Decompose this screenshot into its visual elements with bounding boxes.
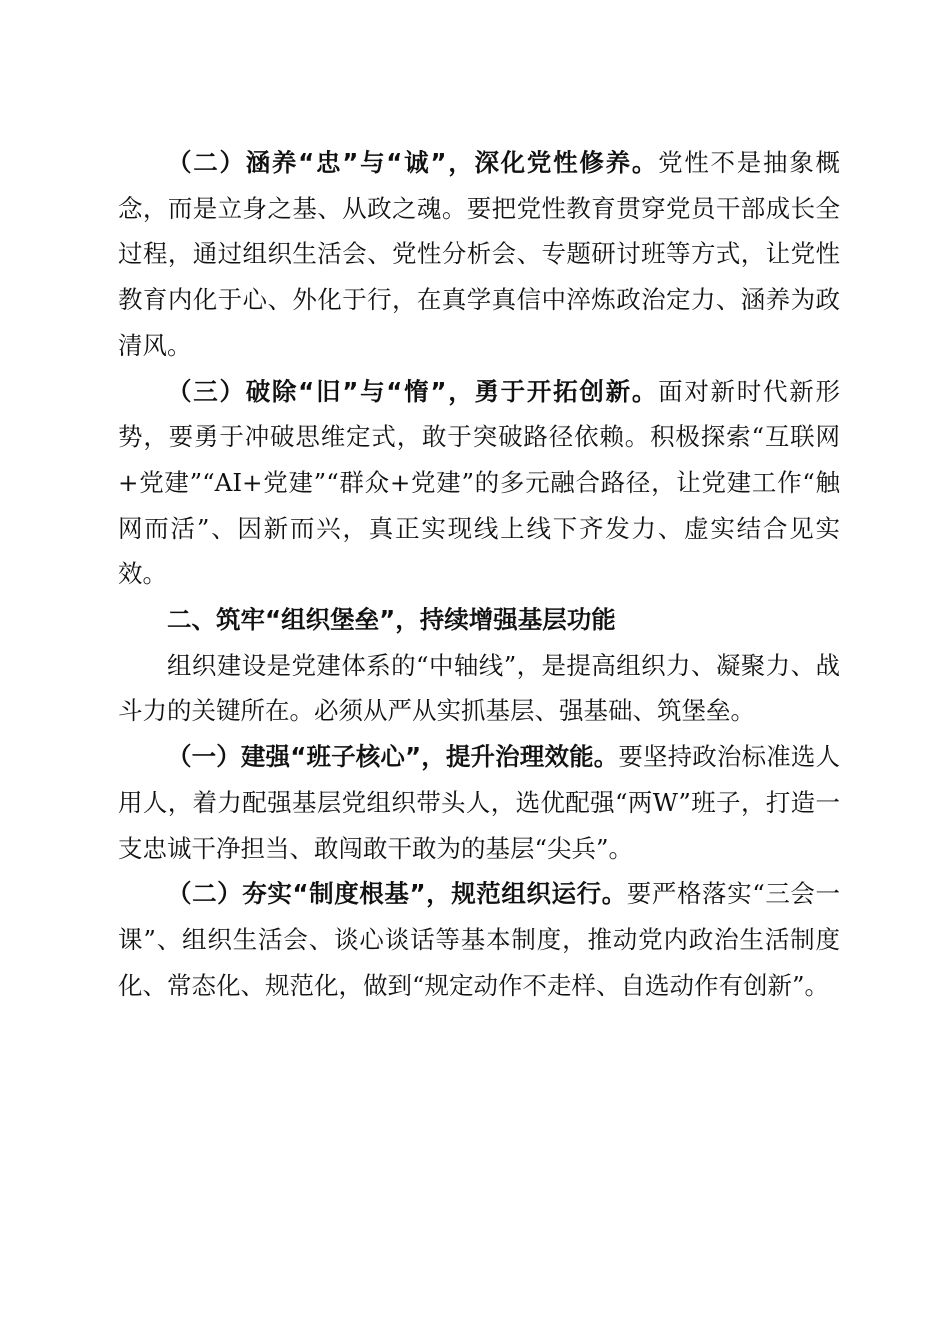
section-heading: 二、筑牢“组织堡垒”，持续增强基层功能 xyxy=(167,605,616,635)
paragraph-text: 要严格落实“三会一课”、组织生活会、谈心谈话等基本制度，推动党内政治生活制度化、常态化、规范化，做到“规定动作不走样、自选动作有创新”。 xyxy=(118,879,840,1000)
paragraph-lead: （一）建强“班子核心”，提升治理效能。 xyxy=(167,742,619,772)
paragraph-cultivate-loyalty xyxy=(118,140,840,369)
paragraph-lead: （二）涵养“忠”与“诚”，深化党性修养。 xyxy=(167,148,659,177)
section-intro: 组织建设是党建体系的“中轴线”，是提高组织力、凝聚力、战斗力的关键所在。必须从严从实抓基层、强基础、筑堡垒。 xyxy=(118,650,840,726)
paragraph-lead: （三）破除“旧”与“惰”，勇于开拓创新。 xyxy=(167,376,659,406)
paragraph-innovation xyxy=(118,369,840,598)
paragraph-text: 要坚持政治标准选人用人，着力配强基层党组织带头人，选优配强“两W”班子，打造一支忠诚干净担当、敢闯敢干敢为的基层“尖兵”。 xyxy=(118,742,840,863)
paragraph-institutional-foundation xyxy=(118,871,840,1008)
paragraph-lead: （二）夯实“制度根基”，规范组织运行。 xyxy=(167,879,627,909)
document-body xyxy=(118,140,840,1008)
paragraph-leadership-core xyxy=(118,734,840,871)
paragraph-text: 面对新时代新形势，要勇于冲破思维定式，敢于突破路径依赖。积极探索“互联网+党建”“AI+党建”“群众+党建”的多元融合路径，让党建工作“触网而活”、因新而兴，真正实现线上线下齐发力、虚实结合见实效。 xyxy=(118,376,840,589)
paragraph-text: 党性不是抽象概念，而是立身之基、从政之魂。要把党性教育贯穿党员干部成长全过程，通过组织生活会、党性分析会、专题研讨班等方式，让党性教育内化于心、外化于行，在真学真信中淬炼政治定力、涵养为政清风。 xyxy=(118,148,840,360)
